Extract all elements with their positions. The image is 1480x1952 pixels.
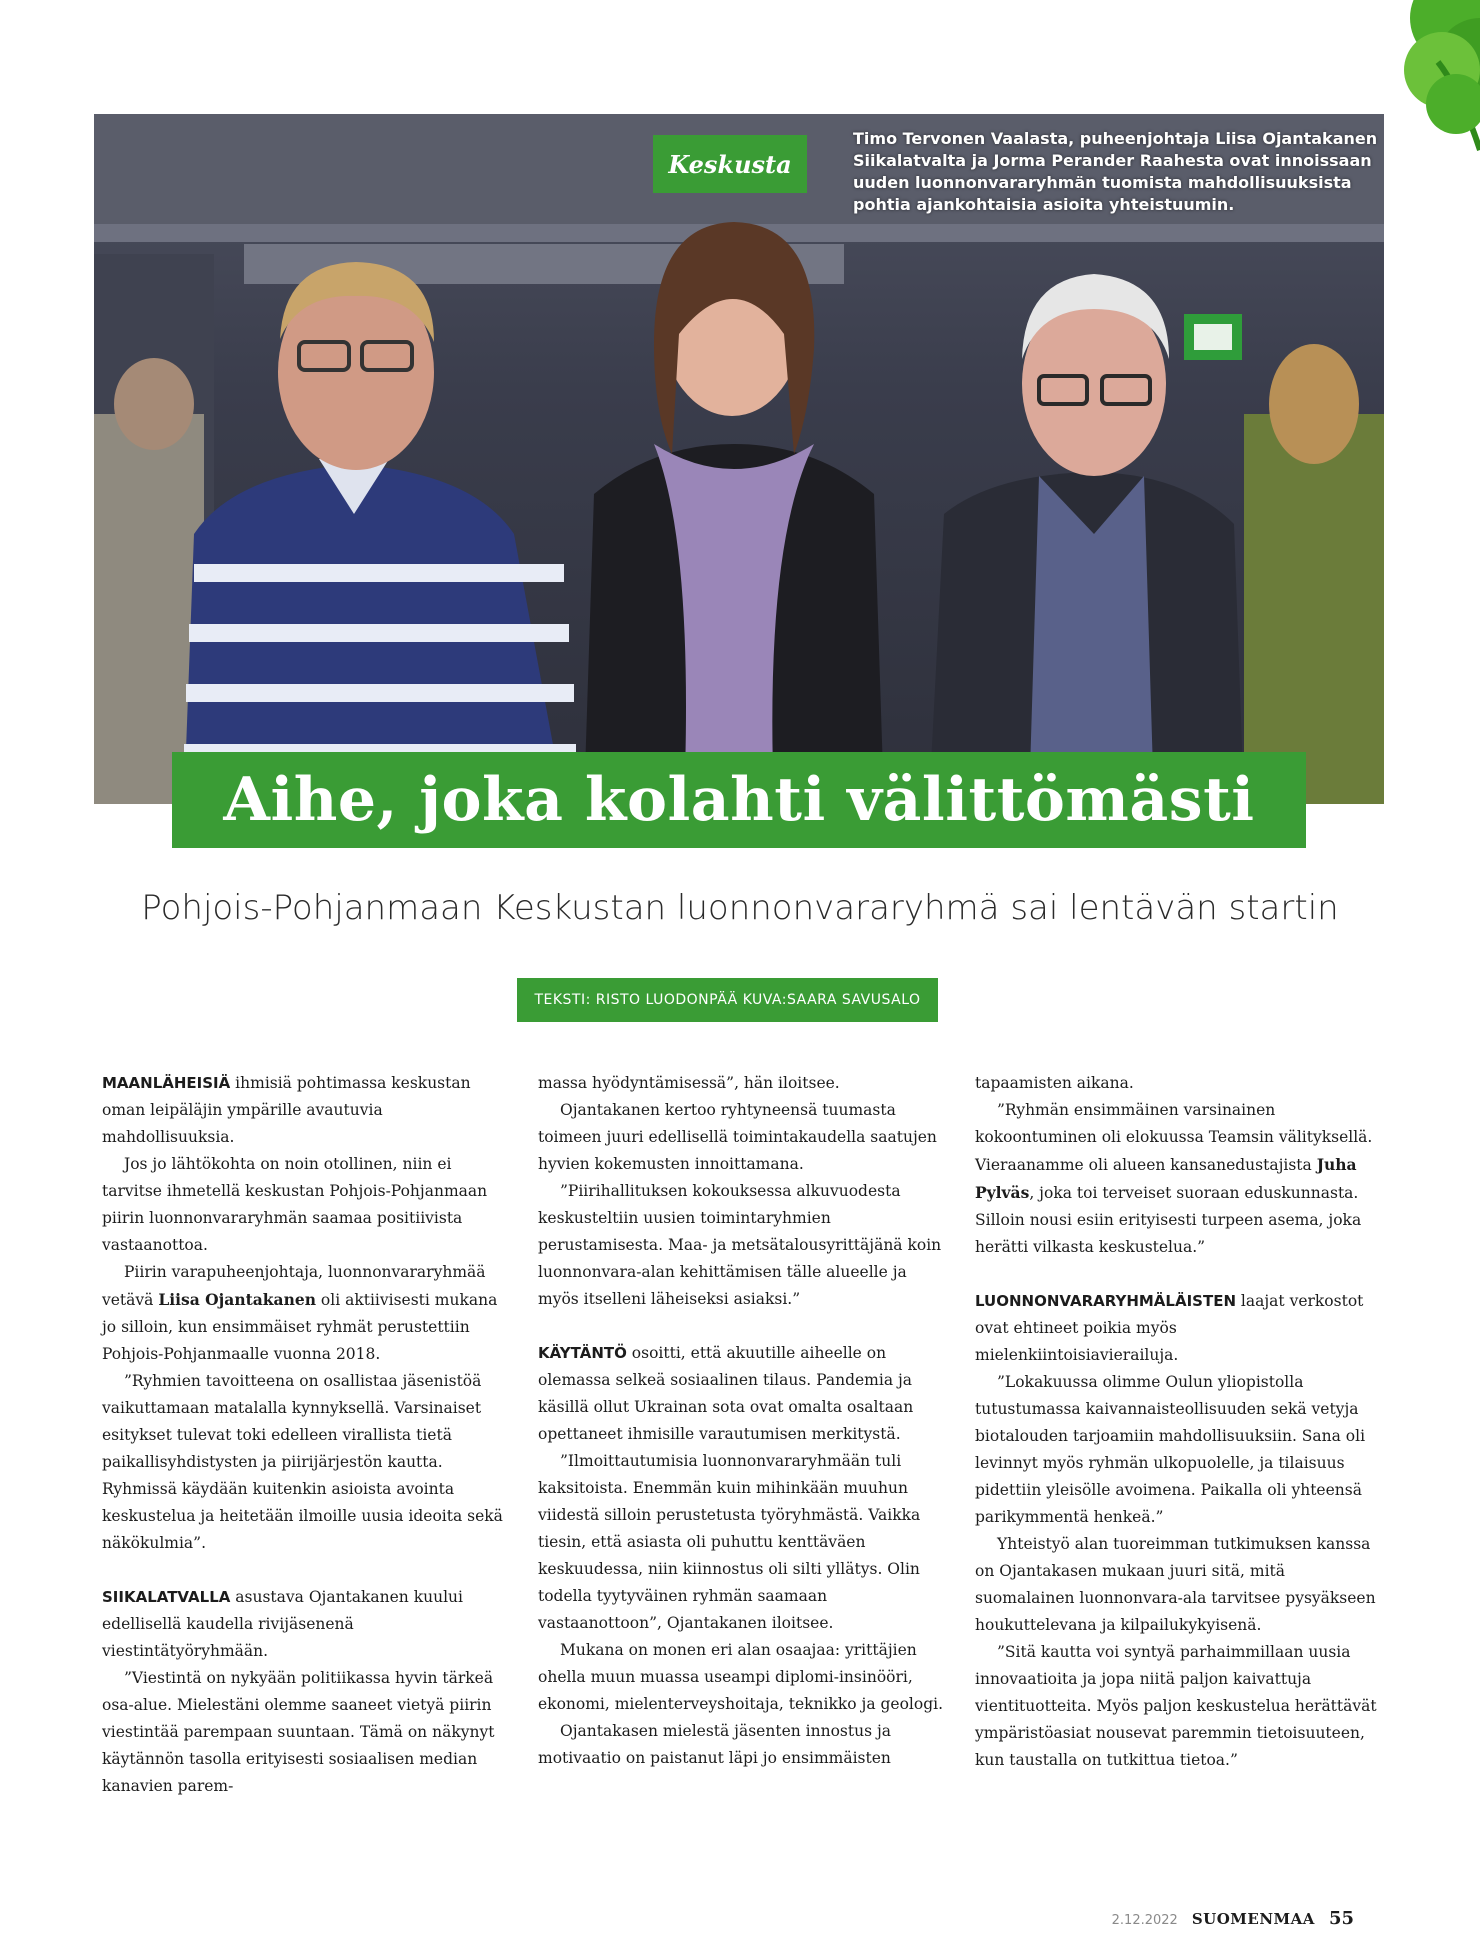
paragraph-text: osoitti, että akuutille aiheelle on olemassa selkeä sosiaalinen tilaus. Pandemia ja käsillä ollut Ukrainan sota ovat omalta osaltaan opettaneet ihmisille varautumisen merkitystä.	[538, 1344, 914, 1443]
article-column-2	[538, 1070, 948, 1772]
paragraph-text: laajat verkostot ovat ehtineet poikia myös mielenkiintoisiavierailuja.	[975, 1292, 1364, 1364]
paragraph-text: asustava Ojantakanen kuului edellisellä kaudella rivijäsenenä viestintätyöryhmään.	[102, 1588, 463, 1660]
paragraph-text: , joka toi terveiset suoraan eduskunnasta. Silloin nousi esiin erityisesti turpeen asema, joka herätti vilkasta keskustelua.”	[975, 1184, 1362, 1256]
paragraph	[975, 1097, 1385, 1261]
page-footer	[1112, 1908, 1354, 1929]
section-tag: Keskusta	[653, 135, 807, 193]
article-column-1	[102, 1070, 512, 1800]
person-name: Juha Pylväs	[975, 1155, 1357, 1202]
lead-word: MAANLÄHEISIÄ	[102, 1074, 231, 1092]
paragraph	[102, 1070, 512, 1151]
paragraph: Jos jo lähtökohta on noin otollinen, niin ei tarvitse ihmetellä keskustan Pohjois-Pohjanmaan piirin luonnonvararyhmän saamaa positiivista vastaanottoa.	[102, 1155, 488, 1254]
photo-caption: Timo Tervonen Vaalasta, puheenjohtaja Liisa Ojantakanen Siikalatvalta ja Jorma Perander Raahesta ovat innoissaan uuden luonnonvararyhmän tuomista mahdollisuuksista pohtia ajankohtaisia asioita yhteistuumin.	[853, 129, 1378, 214]
lead-word: KÄYTÄNTÖ	[538, 1344, 627, 1362]
paragraph-text: ihmisiä pohtimassa keskustan oman leipäläjin ympärille avautuvia mahdollisuuksia.	[102, 1074, 471, 1146]
issue-date: 2.12.2022	[1111, 1913, 1178, 1928]
headline-banner	[172, 752, 1306, 848]
paragraph: ”Sitä kautta voi syntyä parhaimmillaan uusia innovaatioita ja jopa niitä paljon kaivattuja vientituotteita. Myös paljon keskustelua herättävät ympäristöasiat nousevat paremmin tietoisuuteen, kun taustalla on tutkittua tietoa.”	[975, 1643, 1377, 1769]
headline: Aihe, joka kolahti välittömästi	[223, 765, 1255, 835]
paragraph: ”Ryhmien tavoitteena on osallistaa jäsenistöä vaikuttamaan matalalla kynnyksellä. Varsinaiset esitykset tulevat toki edelleen virallista tietä paikallisyhdistysten ja piirijärjestön kautta. Ryhmissä käydään kuitenkin asioista avointa keskustelua ja heitetään ilmoille uusia ideoita sekä näkökulmia”.	[102, 1372, 503, 1552]
paragraph-text: Piirin varapuheenjohtaja, luonnonvararyhmää vetävä	[102, 1263, 486, 1309]
paragraph: massa hyödyntämisessä”, hän iloitsee.	[538, 1074, 840, 1092]
byline: TEKSTI: RISTO LUODONPÄÄ KUVA:SAARA SAVUSALO	[517, 978, 938, 1022]
lead-word: SIIKALATVALLA	[102, 1588, 231, 1606]
paragraph: Ojantakanen kertoo ryhtyneensä tuumasta toimeen juuri edellisellä toimintakaudella saatujen hyvien kokemusten innoittamana.	[538, 1101, 937, 1173]
paragraph	[975, 1288, 1385, 1369]
paragraph-text: oli aktiivisesti mukana jo silloin, kun ensimmäiset ryhmät perustettiin Pohjois-Pohjanmaalle vuonna 2018.	[102, 1291, 498, 1363]
article-column-3	[975, 1070, 1385, 1774]
paragraph: Yhteistyö alan tuoreimman tutkimuksen kanssa on Ojantakasen mukaan juuri sitä, mitä suomalainen luonnonvara-ala tarvitsee pysyäkseen houkuttelevana ja kilpailukykyisenä.	[975, 1535, 1376, 1634]
paragraph: tapaamisten aikana.	[975, 1074, 1134, 1092]
paragraph	[102, 1584, 512, 1665]
paragraph: ”Ilmoittautumisia luonnonvararyhmään tuli kaksitoista. Enemmän kuin mihinkään muuhun viidestä silloin perustetusta työryhmästä. Vaikka tiesin, että asiasta oli puhuttu kenttäväen keskuudessa, niin kiinnostus oli silti yllätys. Olin todella tyytyväinen ryhmän saamaan vastaanottoon”, Ojantakanen iloitsee.	[538, 1452, 921, 1632]
paragraph	[538, 1340, 948, 1448]
paragraph: Mukana on monen eri alan osaajaa: yrittäjien ohella muun muassa useampi diplomi-insinööri, ekonomi, mielenterveyshoitaja, teknikko ja geologi.	[538, 1641, 944, 1713]
magazine-name: SUOMENMAA	[1191, 1910, 1315, 1928]
article-photo	[94, 114, 1384, 804]
paragraph: ”Lokakuussa olimme Oulun yliopistolla tutustumassa kaivannaisteollisuuden sekä vetyja biotalouden tarjoamiin mahdollisuuksiin. Sana oli levinnyt myös ryhmän ulkopuolelle, ja tilaisuus pidettiin yleisölle avoimena. Paikalla oli yhteensä parikymmentä henkeä.”	[975, 1373, 1366, 1526]
lead-word: LUONNONVARARYHMÄLÄISTEN	[975, 1292, 1236, 1310]
photo-illustration	[94, 114, 1384, 804]
paragraph: ”Viestintä on nykyään politiikassa hyvin tärkeä osa-alue. Mielestäni olemme saaneet vietyä piirin viestintää parempaan suuntaan. Tämä on näkynyt käytännön tasolla erityisesti sosiaalisen median kanavien parem-	[102, 1669, 495, 1795]
person-name: Liisa Ojantakanen	[158, 1290, 316, 1309]
paragraph	[102, 1259, 512, 1368]
paragraph: Ojantakasen mielestä jäsenten innostus ja motivaatio on paistanut läpi jo ensimmäisten	[538, 1722, 892, 1767]
page-number: 55	[1328, 1908, 1354, 1929]
paragraph: ”Piirihallituksen kokouksessa alkuvuodesta keskusteltiin uusien toimintaryhmien perustamisesta. Maa- ja metsätalousyrittäjänä koin luonnonvara-alan kehittämisen tälle alueelle ja myös itselleni läheiseksi asiaksi.”	[538, 1182, 942, 1308]
subtitle: Pohjois-Pohjanmaan Keskustan luonnonvararyhmä sai lentävän startin	[141, 888, 1339, 928]
paragraph-text: ”Ryhmän ensimmäinen varsinainen kokoontuminen oli elokuussa Teamsin välityksellä. Vieraanamme oli alueen kansanedustajista	[975, 1101, 1373, 1174]
